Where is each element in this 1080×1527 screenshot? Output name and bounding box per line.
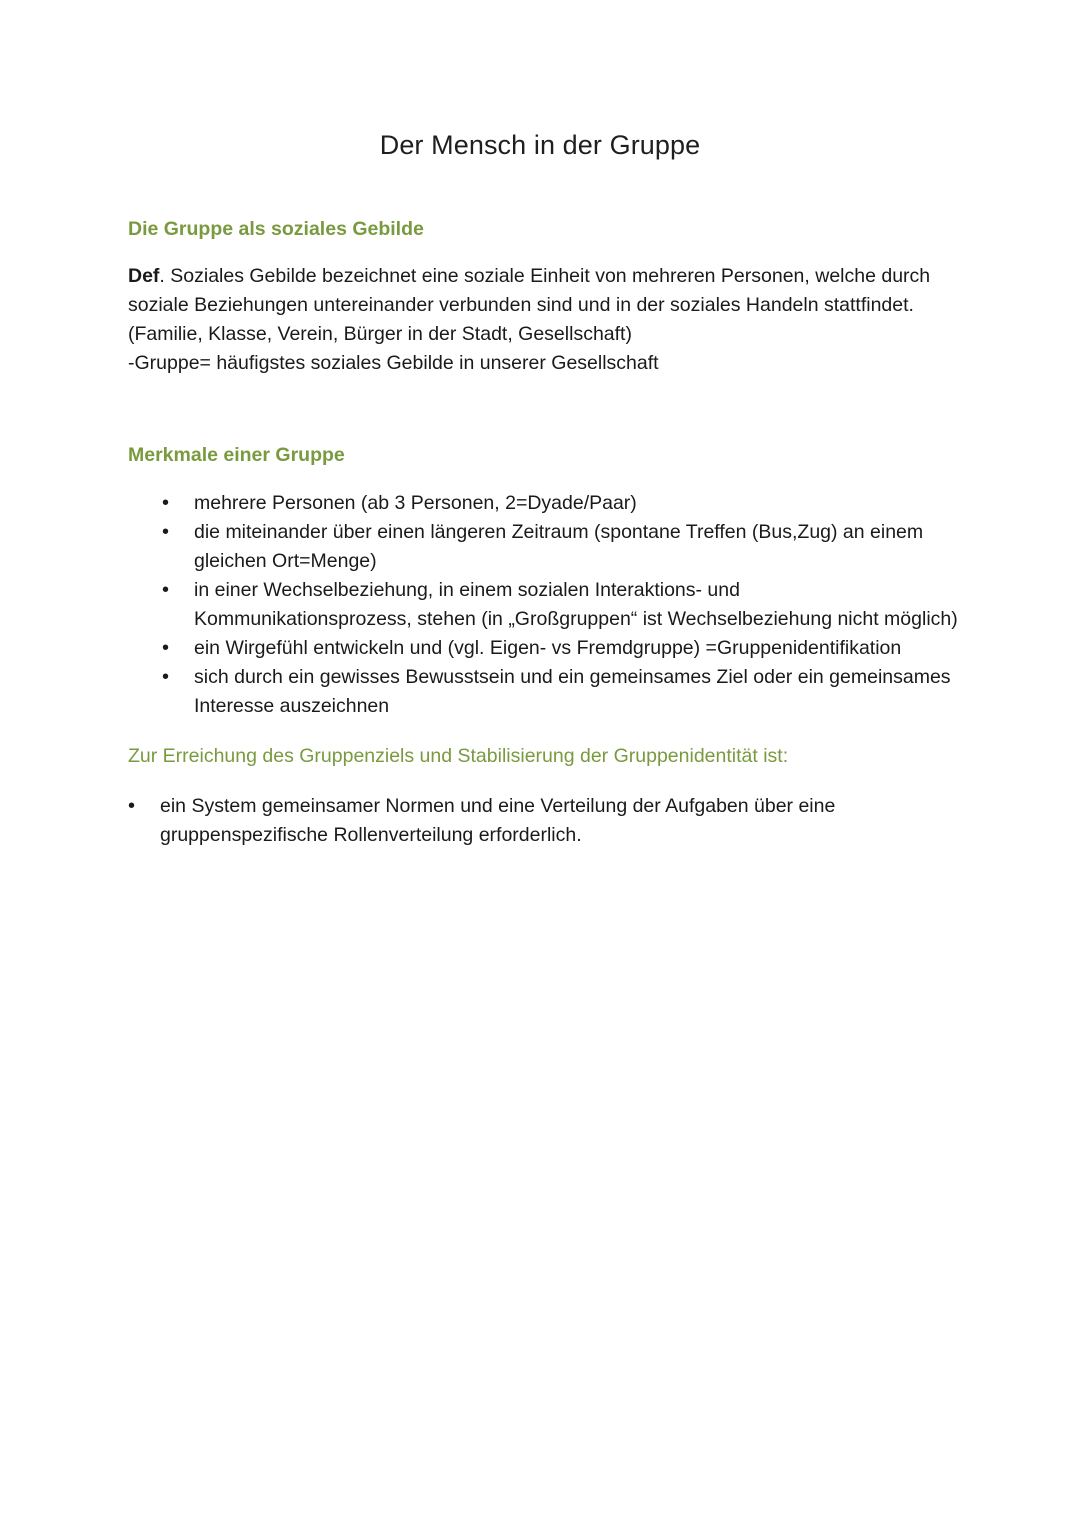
- page-title: Der Mensch in der Gruppe: [379, 130, 701, 160]
- merkmale-list: [128, 489, 958, 721]
- list-item: [128, 518, 958, 576]
- bullet-icon: •: [162, 666, 170, 688]
- list-item-text: die miteinander über einen längeren Zeitraum (spontane Treffen (Bus,Zug) an einem gleichen Ort=Menge): [194, 521, 924, 572]
- bullet-icon: •: [162, 492, 170, 514]
- list-item: [128, 576, 958, 634]
- gruppenziel-intro: Zur Erreichung des Gruppenziels und Stabilisierung der Gruppenidentität ist:: [128, 745, 789, 767]
- list-item: [128, 663, 958, 721]
- bullet-icon: •: [162, 637, 170, 659]
- section-heading-merkmale: Merkmale einer Gruppe: [128, 444, 345, 466]
- list-item: [128, 634, 958, 663]
- list-item-text: mehrere Personen (ab 3 Personen, 2=Dyade/Paar): [194, 492, 637, 514]
- section-heading-gebilde: Die Gruppe als soziales Gebilde: [128, 218, 424, 240]
- bullet-icon: •: [162, 521, 170, 543]
- list-item-text: sich durch ein gewisses Bewusstsein und ein gemeinsames Ziel oder ein gemeinsames Interesse auszeichnen: [194, 666, 951, 717]
- bullet-icon: •: [162, 579, 170, 601]
- list-item-text: ein System gemeinsamer Normen und eine Verteilung der Aufgaben über eine gruppenspezifische Rollenverteilung erforderlich.: [160, 795, 836, 846]
- definition-paragraph: [128, 262, 948, 349]
- gruppenziel-list: [128, 792, 958, 850]
- list-item: [128, 489, 958, 518]
- definition-label: Def: [128, 265, 160, 287]
- list-item-text: ein Wirgefühl entwickeln und (vgl. Eigen- vs Fremdgruppe) =Gruppenidentifikation: [194, 637, 902, 659]
- bullet-icon: •: [128, 795, 136, 817]
- definition-text: . Soziales Gebilde bezeichnet eine soziale Einheit von mehreren Personen, welche durch soziale Beziehungen untereinander verbunden sind und in der soziales Handeln stattfindet. (Familie, Klasse, Verein, Bürger in der Stadt, Gesellschaft): [128, 265, 931, 345]
- list-item: [128, 792, 958, 850]
- gruppe-note: -Gruppe= häufigstes soziales Gebilde in unserer Gesellschaft: [128, 352, 659, 374]
- list-item-text: in einer Wechselbeziehung, in einem sozialen Interaktions- und Kommunikationsprozess, stehen (in „Großgruppen“ ist Wechselbeziehung nicht möglich): [194, 579, 958, 630]
